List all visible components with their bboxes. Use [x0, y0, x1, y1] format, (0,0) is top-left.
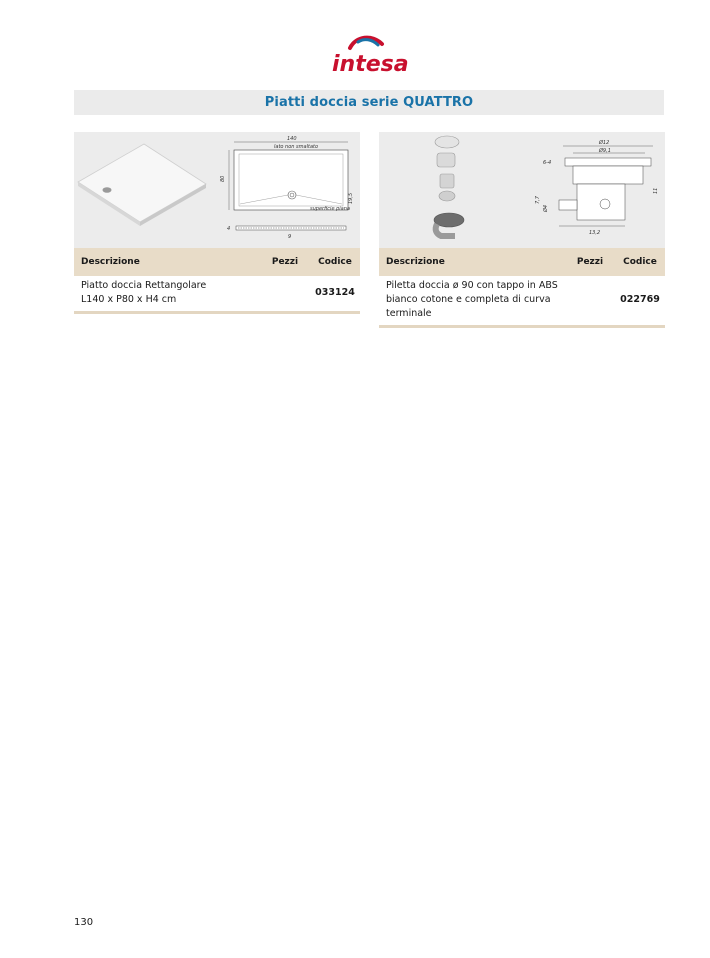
drawing-label-height: 4 [227, 226, 231, 232]
description-line: terminale [386, 308, 432, 319]
table-header [379, 248, 665, 276]
row-divider [74, 311, 360, 314]
product-code: 033124 [315, 287, 355, 298]
brand-logo [328, 34, 412, 82]
drawing-label-left1: 6-4 [543, 160, 552, 166]
table-row [74, 276, 360, 311]
drawing-label-top2: Ø9,1 [599, 148, 611, 154]
drawing-label-bottom: 9 [288, 234, 292, 240]
header-description: Descrizione [386, 257, 445, 267]
drawing-label-left3: Ø4 [543, 204, 549, 212]
description-line: bianco cotone e completa di curva [386, 294, 551, 305]
shower-tray-illustration [74, 132, 360, 248]
header-pieces: Pezzi [271, 257, 299, 267]
table-header [74, 248, 360, 276]
drawing-label-left2: 7,7 [535, 196, 541, 204]
drawing-label-right: 11 [653, 187, 659, 194]
product-card-shower-tray [74, 132, 360, 314]
row-divider [379, 325, 665, 328]
brand-name: intesa [332, 52, 409, 77]
header-description: Descrizione [81, 257, 140, 267]
drawing-label-bottom: 13,2 [589, 230, 601, 236]
product-code: 022769 [620, 294, 660, 305]
drawing-label-inner-bottom: superficie piana [310, 206, 350, 212]
product-description [74, 279, 260, 307]
drawing-label-side: 19,5 [348, 192, 354, 204]
drawing-label-depth: 80 [220, 175, 226, 182]
table-row [379, 276, 665, 325]
product-image-shower-tray [74, 132, 360, 248]
header-pieces: Pezzi [576, 257, 604, 267]
description-line: Piletta doccia ø 90 con tappo in ABS [386, 280, 558, 291]
product-card-drain [379, 132, 665, 328]
drain-illustration [379, 132, 665, 248]
page-title: Piatti doccia serie QUATTRO [264, 95, 474, 110]
drawing-label-inner-top: lato non smaltato [274, 144, 319, 150]
description-line: L140 x P80 x H4 cm [81, 294, 177, 305]
drawing-label-width: 140 [287, 136, 297, 142]
drawing-label-top1: Ø12 [599, 140, 610, 146]
header-code: Codice [623, 257, 657, 267]
product-description [379, 279, 565, 321]
description-line: Piatto doccia Rettangolare [81, 280, 207, 291]
logo-swoosh-icon [346, 34, 394, 54]
header-code: Codice [318, 257, 352, 267]
product-image-drain [379, 132, 665, 248]
page-number: 130 [74, 917, 94, 928]
section-title-bar [74, 90, 664, 115]
